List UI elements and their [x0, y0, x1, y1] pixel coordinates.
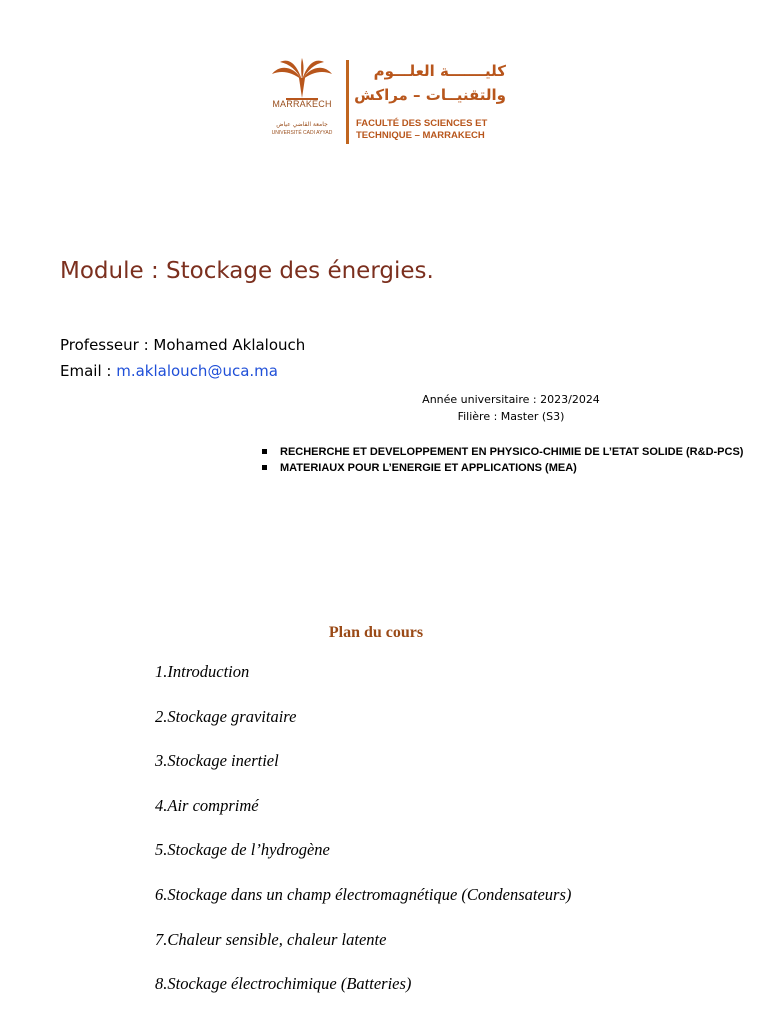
- program-item: [262, 460, 743, 476]
- palm-emblem-icon: [266, 58, 338, 102]
- program-label: MATERIAUX POUR L’ENERGIE ET APPLICATIONS (MEA): [280, 462, 577, 474]
- outline-number: 1.: [155, 662, 168, 681]
- outline-text: Air comprimé: [167, 795, 259, 815]
- logo-university-french: UNIVERSITÉ CADI AYYAD: [271, 130, 333, 136]
- faculty-arabic-line1: كليـــــــة العلـــوم: [373, 62, 506, 80]
- outline-item: [155, 974, 571, 1019]
- faculty-french-line1: FACULTÉ DES SCIENCES ET: [356, 118, 488, 129]
- outline-text: Stockage inertiel: [167, 751, 279, 771]
- professor-name: Professeur : Mohamed Aklalouch: [60, 336, 306, 354]
- program-item: [262, 444, 743, 460]
- outline-text: Chaleur sensible, chaleur latente: [167, 929, 387, 949]
- outline-item: [155, 796, 571, 841]
- outline-number: 5.: [155, 840, 168, 860]
- faculty-french-line2: TECHNIQUE – MARRAKECH: [356, 130, 485, 141]
- course-outline: [155, 662, 571, 1019]
- logo-city-label: MARRAKECH: [272, 99, 332, 109]
- academic-year: Année universitaire : 2023/2024: [422, 393, 600, 406]
- faculty-name-block: [356, 58, 506, 148]
- square-bullet-icon: [262, 449, 267, 454]
- outline-number: 3.: [155, 751, 168, 771]
- square-bullet-icon: [262, 465, 267, 470]
- outline-text: Introduction: [167, 662, 250, 681]
- email-row: [60, 362, 278, 380]
- program-list: [262, 444, 743, 476]
- university-emblem: [266, 58, 338, 148]
- faculty-logo: [266, 58, 506, 148]
- email-label: Email :: [60, 362, 117, 380]
- outline-text: Stockage dans un champ électromagnétique (Condensateurs): [167, 884, 572, 904]
- filiere: Filière : Master (S3): [457, 410, 565, 423]
- outline-item: [155, 930, 571, 975]
- outline-item: [155, 707, 571, 752]
- outline-item: [155, 751, 571, 796]
- outline-text: Stockage de l’hydrogène: [167, 840, 330, 860]
- outline-number: 2.: [155, 706, 168, 726]
- faculty-arabic-line2: والتقنيــات – مراكش: [354, 86, 506, 104]
- outline-number: 6.: [155, 884, 168, 904]
- email-link[interactable]: m.aklalouch@uca.ma: [116, 362, 278, 380]
- outline-number: 8.: [155, 974, 168, 994]
- logo-divider: [346, 60, 349, 144]
- module-title: Module : Stockage des énergies.: [60, 258, 434, 284]
- logo-university-arabic: جامعة القاضي عياض: [276, 121, 328, 128]
- outline-item: [155, 885, 571, 930]
- outline-number: 4.: [155, 795, 168, 815]
- outline-text: Stockage gravitaire: [167, 706, 297, 726]
- outline-text: Stockage électrochimique (Batteries): [167, 974, 412, 994]
- plan-title: Plan du cours: [328, 624, 424, 641]
- outline-item: [155, 662, 571, 707]
- outline-number: 7.: [155, 929, 168, 949]
- outline-item: [155, 840, 571, 885]
- program-label: RECHERCHE ET DEVELOPPEMENT EN PHYSICO-CHIMIE DE L’ETAT SOLIDE (R&D-PCS): [280, 446, 744, 458]
